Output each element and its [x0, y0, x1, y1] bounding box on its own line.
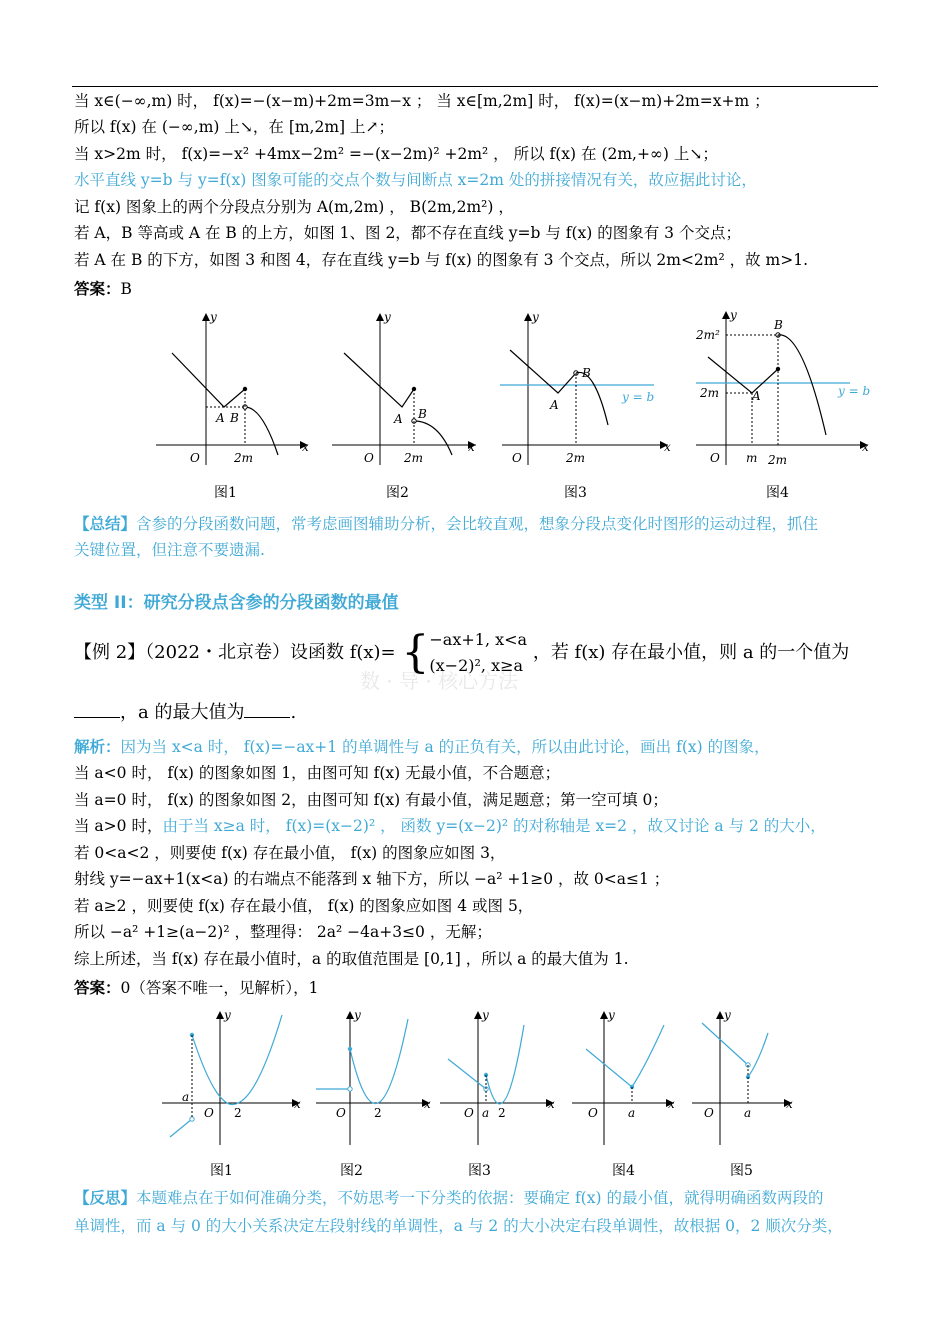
svg-text:O: O: [710, 451, 720, 465]
figure-caption: 图1: [210, 1163, 233, 1179]
text-line: 所以 f(x) 在 (−∞,m) 上↘，在 [m,2m] 上↗；: [74, 118, 395, 136]
svg-text:a: a: [182, 1090, 190, 1104]
svg-text:x: x: [468, 440, 475, 454]
fig-label: A: [216, 411, 225, 425]
summary-line: 关键位置，但注意不要遗漏.: [74, 541, 265, 559]
answer-line: 答案：0（答案不唯一，见解析），1: [74, 978, 319, 997]
solution-line: 当 a=0 时， f(x) 的图象如图 2，由图可知 f(x) 有最小值，满足题意；第一空可填 0；: [74, 791, 668, 809]
svg-text:O: O: [464, 1106, 474, 1120]
piecewise-function: {−ax+1, x<a (x−2)², x≥a: [401, 627, 528, 678]
solution-line: 当 a>0 时，由于当 x≥a 时， f(x)=(x−2)² ， 函数 y=(x−2)² 的对称轴是 x=2 ，故又讨论 a 与 2 的大小，: [74, 817, 826, 835]
text-line: 水平直线 y=b 与 y=f(x) 图象可能的交点个数与间断点 x=2m 处的拼接情况有关，故应据此讨论，: [74, 171, 757, 189]
fig-label: O: [190, 451, 200, 465]
svg-text:y: y: [724, 1008, 731, 1022]
svg-text:y: y: [608, 1008, 615, 1022]
case-1: −ax+1, x<a: [429, 630, 528, 649]
fig-label: 2m: [234, 451, 254, 465]
summary-line: [74, 513, 818, 535]
svg-text:B: B: [582, 366, 591, 380]
text-line: 当 x>2m 时， f(x)=−x² +4mx−2m² =−(x−2m)² +2m² ， 所以 f(x) 在 (2m,+∞) 上↘；: [74, 145, 718, 163]
figure-2: [326, 305, 496, 475]
solution-line: 当 a<0 时， f(x) 的图象如图 1，由图可知 f(x) 无最小值，不合题意；: [74, 764, 561, 782]
svg-text:2m: 2m: [566, 451, 586, 465]
answer-line: [74, 278, 132, 300]
svg-text:y = b: y = b: [838, 384, 871, 398]
svg-text:A: A: [550, 398, 559, 412]
svg-text:B: B: [774, 318, 783, 332]
summary-text: 含参的分段函数问题，常考虑画图辅助分析，会比较直观，想象分段点变化时图形的运动过程，抓住: [136, 515, 819, 533]
svg-text:x: x: [664, 440, 671, 454]
svg-text:2m: 2m: [700, 386, 720, 400]
svg-text:A: A: [394, 412, 403, 426]
svg-text:x: x: [424, 1097, 431, 1111]
solution-line: 若 0<a<2 ，则要使 f(x) 存在最小值， f(x) 的图象应如图 3，: [74, 844, 506, 862]
svg-text:2m: 2m: [404, 451, 424, 465]
svg-text:2m: 2m: [768, 453, 788, 467]
svg-text:x: x: [862, 440, 869, 454]
figure-caption: 图1: [214, 485, 237, 501]
text-line: 若 A，B 等高或 A 在 B 的上方，如图 1、图 2，都不存在直线 y=b 与 f(x) 的图象有 3 个交点；: [74, 224, 741, 242]
svg-text:O: O: [204, 1106, 214, 1120]
figure-2-5: [688, 1005, 800, 1153]
svg-text:y: y: [354, 1008, 361, 1022]
svg-text:a: a: [744, 1106, 752, 1120]
fig-label: x: [302, 440, 309, 454]
svg-text:O: O: [704, 1106, 714, 1120]
reflection-line: 【反思】本题难点在于如何准确分类，不妨思考一下分类的依据：要确定 f(x) 的最小值，就得明确函数两段的: [74, 1188, 824, 1207]
fig-label: B: [230, 411, 239, 425]
svg-text:O: O: [588, 1106, 598, 1120]
example-prefix: 【例 2】（2022・北京卷）设函数 f(x)=: [74, 642, 396, 663]
svg-text:y: y: [384, 310, 391, 324]
svg-text:x: x: [548, 1097, 555, 1111]
svg-text:y: y: [224, 1008, 231, 1022]
svg-text:2: 2: [374, 1106, 382, 1120]
example-question-line2: ，a 的最大值为 .: [74, 698, 296, 724]
text-line: 记 f(x) 图象上的两个分段点分别为 A(m,2m) ， B(2m,2m²) ，: [74, 198, 514, 216]
fig-label: y: [210, 310, 217, 324]
svg-text:y = b: y = b: [622, 390, 655, 404]
svg-text:x: x: [294, 1097, 301, 1111]
solution-line: 所以 −a² +1≥(a−2)² ，整理得： 2a² −4a+3≤0 ，无解；: [74, 923, 492, 941]
text-line: 若 A 在 B 的下方，如图 3 和图 4，存在直线 y=b 与 f(x) 的图象有 3 个交点，所以 2m<2m² ，故 m>1.: [74, 251, 809, 269]
svg-text:B: B: [418, 407, 427, 421]
svg-text:y: y: [730, 308, 737, 322]
svg-text:a: a: [482, 1106, 490, 1120]
solution-line: 综上所述，当 f(x) 存在最小值时，a 的取值范围是 [0,1] ，所以 a 的最大值为 1.: [74, 950, 629, 968]
svg-text:y: y: [532, 310, 539, 324]
figure-3: [498, 305, 674, 475]
watermark: 数 · 导 · 核心方法: [360, 669, 519, 693]
top-rule: [72, 86, 878, 87]
section-heading: 类型 II：研究分段点含参的分段函数的最值: [74, 593, 399, 613]
reflection-line: 单调性，而 a 与 0 的大小关系决定左段射线的单调性，a 与 2 的大小决定右段单调性，故根据 0，2 顺次分类，: [74, 1217, 843, 1235]
solution-line: 射线 y=−ax+1(x<a) 的右端点不能落到 x 轴下方，所以 −a² +1≥0 ，故 0<a≤1 ；: [74, 870, 670, 888]
example-suffix: ，若 f(x) 存在最小值，则 a 的一个值为: [532, 642, 850, 663]
figure-caption: 图4: [766, 485, 789, 501]
svg-text:x: x: [668, 1097, 675, 1111]
answer-blank: [74, 701, 120, 718]
figure-caption: 图4: [612, 1163, 635, 1179]
figure-2-1: [158, 1005, 306, 1153]
text-line: 当 x∈(−∞,m) 时， f(x)=−(x−m)+2m=3m−x ； 当 x∈[m,2m] 时， f(x)=(x−m)+2m=x+m ；: [74, 92, 770, 110]
figure-caption: 图3: [468, 1163, 491, 1179]
figure-2-3: [436, 1005, 560, 1153]
figure-2-4: [568, 1005, 680, 1153]
figure-caption: 图5: [730, 1163, 753, 1179]
svg-text:A: A: [752, 389, 761, 403]
answer-blank: [244, 701, 290, 718]
svg-text:2m²: 2m²: [696, 328, 720, 342]
figure-1: [150, 305, 320, 475]
svg-text:m: m: [746, 451, 758, 465]
svg-text:y: y: [482, 1008, 489, 1022]
svg-text:a: a: [628, 1106, 636, 1120]
svg-text:x: x: [786, 1097, 793, 1111]
figure-caption: 图3: [564, 485, 587, 501]
summary-label: 【总结】: [74, 514, 137, 533]
svg-text:O: O: [336, 1106, 346, 1120]
figure-caption: 图2: [340, 1163, 363, 1179]
solution-line: 若 a≥2 ，则要使 f(x) 存在最小值， f(x) 的图象应如图 4 或图 5，: [74, 897, 534, 915]
solution-line: 解析：因为当 x<a 时， f(x)=−ax+1 的单调性与 a 的正负有关，所以由此讨论，画出 f(x) 的图象，: [74, 737, 770, 756]
svg-text:O: O: [512, 451, 522, 465]
answer-label: 答案：: [74, 279, 121, 298]
svg-text:2: 2: [234, 1106, 242, 1120]
figure-caption: 图2: [386, 485, 409, 501]
svg-text:O: O: [364, 451, 374, 465]
figure-2-2: [312, 1005, 436, 1153]
case-2: (x−2)², x≥a: [429, 656, 524, 675]
figure-4: [692, 305, 872, 475]
answer-value: B: [120, 280, 132, 298]
svg-text:2: 2: [498, 1106, 506, 1120]
